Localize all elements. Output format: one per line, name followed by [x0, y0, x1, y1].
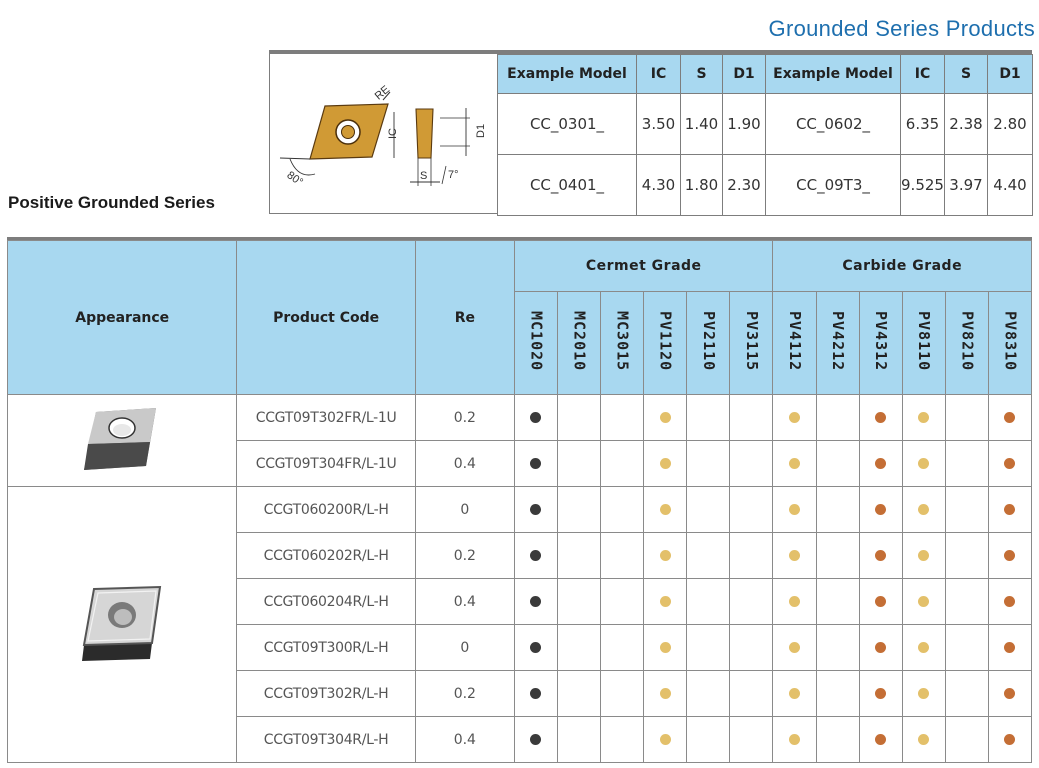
grade-availability-cell	[945, 533, 988, 579]
availability-dot	[530, 596, 541, 607]
example-value: 1.80	[681, 155, 723, 216]
grade-availability-cell	[773, 533, 816, 579]
grade-availability-cell	[730, 487, 773, 533]
re-value: 0.2	[415, 671, 514, 717]
availability-dot	[789, 688, 800, 699]
availability-dot	[789, 642, 800, 653]
grade-availability-cell	[859, 395, 902, 441]
product-code: CCGT060202R/L-H	[237, 533, 415, 579]
product-code: CCGT060204R/L-H	[237, 579, 415, 625]
grade-availability-cell	[644, 395, 687, 441]
grade-availability-cell	[988, 441, 1031, 487]
availability-dot	[789, 596, 800, 607]
grade-availability-cell	[816, 441, 859, 487]
grade-availability-cell	[816, 671, 859, 717]
re-value: 0.4	[415, 441, 514, 487]
example-value: 2.80	[988, 94, 1033, 155]
grade-availability-cell	[773, 487, 816, 533]
grade-label: MC3015	[613, 310, 632, 372]
insert-side-view	[416, 109, 433, 158]
grade-availability-cell	[514, 579, 557, 625]
insert-dimension-drawing	[270, 54, 498, 214]
grade-availability-cell	[773, 579, 816, 625]
availability-dot	[875, 596, 886, 607]
re-value: 0.4	[415, 579, 514, 625]
availability-dot	[1004, 688, 1015, 699]
grade-availability-cell	[730, 671, 773, 717]
availability-dot	[918, 458, 929, 469]
availability-dot	[660, 504, 671, 515]
grade-availability-cell	[644, 441, 687, 487]
availability-dot	[660, 734, 671, 745]
example-header-cell: Example Model	[766, 55, 901, 94]
availability-dot	[660, 550, 671, 561]
header-cermet-grade: Cermet Grade	[514, 241, 773, 292]
availability-dot	[660, 688, 671, 699]
grade-availability-cell	[687, 441, 730, 487]
re-value: 0.2	[415, 533, 514, 579]
availability-dot	[789, 550, 800, 561]
grade-availability-cell	[945, 441, 988, 487]
grade-availability-cell	[859, 717, 902, 763]
availability-dot	[530, 458, 541, 469]
grade-availability-cell	[644, 579, 687, 625]
re-value: 0	[415, 625, 514, 671]
product-code: CCGT09T300R/L-H	[237, 625, 415, 671]
grade-availability-cell	[859, 487, 902, 533]
example-model: CC_0301_	[498, 94, 637, 155]
grade-availability-cell	[601, 625, 644, 671]
grade-availability-cell	[816, 533, 859, 579]
grade-availability-cell	[687, 671, 730, 717]
grade-label: PV2110	[699, 310, 718, 372]
grade-label: PV4212	[829, 310, 848, 372]
grade-availability-cell	[644, 625, 687, 671]
availability-dot	[530, 734, 541, 745]
grade-header-cell	[558, 292, 601, 395]
availability-dot	[1004, 458, 1015, 469]
re-value: 0	[415, 487, 514, 533]
grade-availability-cell	[773, 671, 816, 717]
product-code: CCGT09T302R/L-H	[237, 671, 415, 717]
example-value: 1.40	[681, 94, 723, 155]
grade-availability-cell	[816, 625, 859, 671]
grade-availability-cell	[514, 625, 557, 671]
grade-label: MC2010	[570, 310, 589, 372]
grade-availability-cell	[773, 395, 816, 441]
example-header-cell: D1	[988, 55, 1033, 94]
grade-availability-cell	[902, 625, 945, 671]
product-code: CCGT09T302FR/L-1U	[237, 395, 415, 441]
re-value: 0.4	[415, 717, 514, 763]
grade-availability-cell	[945, 625, 988, 671]
grade-availability-cell	[601, 487, 644, 533]
grade-availability-cell	[902, 671, 945, 717]
grade-availability-cell	[730, 579, 773, 625]
grade-availability-cell	[558, 487, 601, 533]
grade-label: PV4112	[785, 310, 804, 372]
availability-dot	[875, 642, 886, 653]
grade-availability-cell	[945, 395, 988, 441]
grade-availability-cell	[859, 625, 902, 671]
grade-availability-cell	[730, 441, 773, 487]
grade-availability-cell	[945, 671, 988, 717]
availability-dot	[875, 458, 886, 469]
grade-availability-cell	[558, 717, 601, 763]
grade-availability-cell	[601, 717, 644, 763]
example-model: CC_09T3_	[766, 155, 901, 216]
grade-label: PV8110	[915, 310, 934, 372]
grade-availability-cell	[988, 717, 1031, 763]
example-model: CC_0401_	[498, 155, 637, 216]
grade-availability-cell	[558, 579, 601, 625]
grade-header-cell	[988, 292, 1031, 395]
grade-header-cell	[730, 292, 773, 395]
grade-availability-cell	[601, 441, 644, 487]
grade-availability-cell	[988, 625, 1031, 671]
insert-photo-1u	[74, 404, 170, 474]
availability-dot	[875, 688, 886, 699]
availability-dot	[660, 642, 671, 653]
series-title: Positive Grounded Series	[8, 193, 215, 212]
grade-availability-cell	[644, 533, 687, 579]
grade-availability-cell	[902, 717, 945, 763]
availability-dot	[1004, 412, 1015, 423]
availability-dot	[875, 734, 886, 745]
grade-header-cell	[687, 292, 730, 395]
grade-header-cell	[644, 292, 687, 395]
availability-dot	[530, 550, 541, 561]
availability-dot	[789, 412, 800, 423]
example-value: 3.97	[945, 155, 988, 216]
grade-availability-cell	[514, 441, 557, 487]
grade-availability-cell	[558, 395, 601, 441]
example-header-cell: IC	[901, 55, 945, 94]
example-value: 9.525	[901, 155, 945, 216]
label-angle-80: 80°	[284, 169, 306, 189]
product-table-wrap	[7, 237, 1032, 763]
product-code: CCGT09T304FR/L-1U	[237, 441, 415, 487]
grade-availability-cell	[902, 441, 945, 487]
availability-dot	[918, 504, 929, 515]
grade-availability-cell	[902, 533, 945, 579]
availability-dot	[660, 458, 671, 469]
grade-availability-cell	[558, 441, 601, 487]
header-product-code: Product Code	[237, 241, 415, 395]
grade-availability-cell	[514, 717, 557, 763]
example-header-row	[498, 55, 1033, 94]
grade-availability-cell	[687, 717, 730, 763]
grade-availability-cell	[601, 671, 644, 717]
header-re: Re	[415, 241, 514, 395]
table-row	[8, 487, 1032, 533]
availability-dot	[789, 504, 800, 515]
label-re: RE	[372, 83, 393, 103]
grade-availability-cell	[687, 533, 730, 579]
grade-availability-cell	[988, 671, 1031, 717]
availability-dot	[918, 688, 929, 699]
grade-label: PV1120	[656, 310, 675, 372]
grade-availability-cell	[687, 579, 730, 625]
grade-availability-cell	[945, 487, 988, 533]
grade-availability-cell	[816, 579, 859, 625]
grade-availability-cell	[902, 487, 945, 533]
header-carbide-grade: Carbide Grade	[773, 241, 1032, 292]
grade-header-cell	[902, 292, 945, 395]
product-header-row	[8, 241, 1032, 292]
grade-availability-cell	[816, 717, 859, 763]
grade-header-cell	[859, 292, 902, 395]
grade-availability-cell	[601, 533, 644, 579]
grade-header-cell	[773, 292, 816, 395]
grade-availability-cell	[558, 625, 601, 671]
grade-availability-cell	[514, 671, 557, 717]
example-value: 2.38	[945, 94, 988, 155]
availability-dot	[918, 550, 929, 561]
grade-availability-cell	[644, 717, 687, 763]
grade-header-cell	[514, 292, 557, 395]
example-value: 4.40	[988, 155, 1033, 216]
example-value: 6.35	[901, 94, 945, 155]
availability-dot	[530, 504, 541, 515]
header-appearance: Appearance	[8, 241, 237, 395]
insert-hole-inner	[342, 126, 355, 139]
example-value: 3.50	[637, 94, 681, 155]
product-table	[7, 240, 1032, 763]
grade-availability-cell	[773, 717, 816, 763]
grade-availability-cell	[902, 579, 945, 625]
availability-dot	[875, 412, 886, 423]
availability-dot	[789, 734, 800, 745]
grade-availability-cell	[730, 533, 773, 579]
label-angle-7: 7°	[448, 169, 459, 181]
grade-availability-cell	[816, 395, 859, 441]
grade-availability-cell	[644, 487, 687, 533]
availability-dot	[530, 642, 541, 653]
grade-availability-cell	[773, 625, 816, 671]
re-value: 0.2	[415, 395, 514, 441]
availability-dot	[918, 734, 929, 745]
grade-label: MC1020	[527, 310, 546, 372]
grade-availability-cell	[773, 441, 816, 487]
availability-dot	[1004, 642, 1015, 653]
appearance-cell-h	[8, 487, 237, 763]
example-header-cell: S	[681, 55, 723, 94]
grade-availability-cell	[988, 487, 1031, 533]
grade-availability-cell	[902, 395, 945, 441]
grade-header-cell	[601, 292, 644, 395]
availability-dot	[875, 504, 886, 515]
label-s: S	[420, 170, 428, 182]
product-table-body	[8, 395, 1032, 763]
example-model: CC_0602_	[766, 94, 901, 155]
example-row	[498, 155, 1033, 216]
grade-availability-cell	[514, 395, 557, 441]
grade-availability-cell	[730, 395, 773, 441]
availability-dot	[918, 642, 929, 653]
insert-diagram	[269, 54, 497, 214]
example-value: 4.30	[637, 155, 681, 216]
availability-dot	[1004, 504, 1015, 515]
grade-label: PV8310	[1001, 310, 1020, 372]
example-row	[498, 94, 1033, 155]
grade-header-cell	[945, 292, 988, 395]
grade-availability-cell	[687, 625, 730, 671]
label-d1: D1	[475, 123, 487, 138]
grade-availability-cell	[514, 533, 557, 579]
example-block	[269, 50, 1032, 214]
example-value: 2.30	[723, 155, 766, 216]
grade-availability-cell	[514, 487, 557, 533]
product-code: CCGT09T304R/L-H	[237, 717, 415, 763]
grade-availability-cell	[730, 717, 773, 763]
grade-availability-cell	[644, 671, 687, 717]
grade-availability-cell	[730, 625, 773, 671]
grade-header-cell	[816, 292, 859, 395]
label-ic: IC	[387, 128, 399, 139]
grade-availability-cell	[601, 395, 644, 441]
example-header-cell: D1	[723, 55, 766, 94]
example-header-cell: IC	[637, 55, 681, 94]
grade-label: PV3115	[742, 310, 761, 372]
grade-availability-cell	[859, 671, 902, 717]
grade-availability-cell	[687, 395, 730, 441]
grade-availability-cell	[859, 579, 902, 625]
availability-dot	[875, 550, 886, 561]
availability-dot	[1004, 550, 1015, 561]
product-code: CCGT060200R/L-H	[237, 487, 415, 533]
example-header-cell: S	[945, 55, 988, 94]
grade-availability-cell	[558, 671, 601, 717]
grade-availability-cell	[988, 395, 1031, 441]
grade-availability-cell	[988, 533, 1031, 579]
table-row	[8, 395, 1032, 441]
grade-availability-cell	[859, 533, 902, 579]
grade-availability-cell	[945, 717, 988, 763]
availability-dot	[1004, 596, 1015, 607]
example-model-table	[497, 54, 1033, 216]
example-value: 1.90	[723, 94, 766, 155]
availability-dot	[660, 412, 671, 423]
insert-photo-h	[74, 581, 170, 665]
example-header-cell: Example Model	[498, 55, 637, 94]
grade-availability-cell	[859, 441, 902, 487]
grade-availability-cell	[816, 487, 859, 533]
grade-availability-cell	[945, 579, 988, 625]
availability-dot	[918, 596, 929, 607]
page-title: Grounded Series Products	[768, 16, 1035, 41]
availability-dot	[530, 412, 541, 423]
availability-dot	[660, 596, 671, 607]
availability-dot	[530, 688, 541, 699]
grade-availability-cell	[687, 487, 730, 533]
grade-availability-cell	[601, 579, 644, 625]
grade-availability-cell	[988, 579, 1031, 625]
availability-dot	[918, 412, 929, 423]
grade-label: PV8210	[958, 310, 977, 372]
availability-dot	[1004, 734, 1015, 745]
grade-label: PV4312	[872, 310, 891, 372]
appearance-cell-1u	[8, 395, 237, 487]
grade-availability-cell	[558, 533, 601, 579]
availability-dot	[789, 458, 800, 469]
